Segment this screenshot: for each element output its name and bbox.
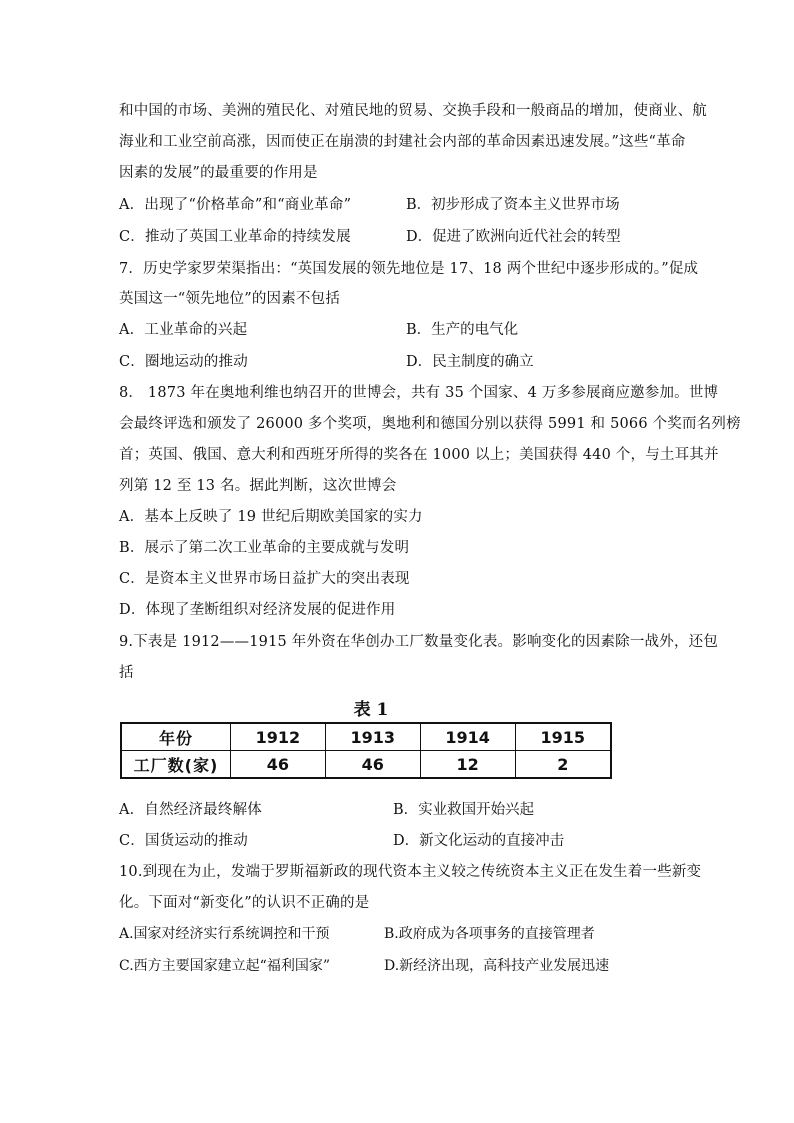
year-cell: 1912 bbox=[231, 723, 326, 751]
table-row-counts bbox=[121, 751, 611, 779]
q9-option-c: C．国货运动的推动 bbox=[119, 833, 248, 849]
table-title: 表 1 bbox=[353, 700, 389, 720]
year-cell: 1914 bbox=[420, 723, 515, 751]
q10-option-a: A.国家对经济实行系统调控和干预 bbox=[119, 926, 330, 942]
q6-option-c: C．推动了英国工业革命的持续发展 bbox=[119, 229, 351, 245]
count-cell: 46 bbox=[231, 751, 326, 779]
count-cell: 12 bbox=[420, 751, 515, 779]
q10-option-b: B.政府成为各项事务的直接管理者 bbox=[384, 926, 595, 942]
q9-line-2: 括 bbox=[119, 665, 134, 681]
q8-option-d: D．体现了垄断组织对经济发展的促进作用 bbox=[119, 602, 396, 618]
q6-option-a: A．出现了“价格革命”和“商业革命” bbox=[119, 197, 352, 213]
count-cell: 46 bbox=[325, 751, 420, 779]
q6-option-b: B．初步形成了资本主义世界市场 bbox=[406, 197, 620, 213]
q7-option-d: D．民主制度的确立 bbox=[406, 354, 534, 370]
q9-line-1: 9.下表是 1912——1915 年外资在华创办工厂数量变化表。影响变化的因素除一战外，还包 bbox=[119, 634, 719, 650]
table-row-years bbox=[121, 723, 611, 751]
q6-line-2: 海业和工业空前高涨，因而使正在崩溃的封建社会内部的革命因素迅速发展。”这些“革命 bbox=[119, 134, 686, 150]
q8-line-3: 首；英国、俄国、意大利和西班牙所得的奖各在 1000 以上；美国获得 440 个，与土耳其并 bbox=[119, 447, 719, 463]
q8-line-4: 列第 12 至 13 名。据此判断，这次世博会 bbox=[119, 478, 397, 494]
q8-line-1: 8． 1873 年在奥地利维也纳召开的世博会，共有 35 个国家、4 万多参展商应邀参加。世博 bbox=[119, 385, 719, 401]
count-header-cell: 工厂数(家) bbox=[121, 751, 231, 779]
q9-option-d: D．新文化运动的直接冲击 bbox=[393, 833, 565, 849]
q7-option-b: B．生产的电气化 bbox=[406, 322, 519, 338]
q6-line-1: 和中国的市场、美洲的殖民化、对殖民地的贸易、交换手段和一般商品的增加，使商业、航 bbox=[119, 103, 707, 119]
q7-line-1: 7．历史学家罗荣渠指出：“英国发展的领先地位是 17、18 两个世纪中逐步形成的。”促成 bbox=[119, 261, 699, 277]
q10-line-1: 10.到现在为止，发端于罗斯福新政的现代资本主义较之传统资本主义正在发生着一些新变 bbox=[119, 864, 702, 880]
q10-line-2: 化。下面对“新变化”的认识不正确的是 bbox=[119, 895, 370, 911]
q7-option-a: A．工业革命的兴起 bbox=[119, 322, 248, 338]
q6-line-3: 因素的发展”的最重要的作用是 bbox=[119, 165, 318, 181]
q6-option-d: D．促进了欧洲向近代社会的转型 bbox=[406, 229, 621, 245]
q8-option-b: B．展示了第二次工业革命的主要成就与发明 bbox=[119, 540, 410, 556]
q9-option-a: A．自然经济最终解体 bbox=[119, 802, 262, 818]
count-cell: 2 bbox=[515, 751, 611, 779]
factory-count-table bbox=[120, 698, 612, 779]
year-cell: 1915 bbox=[515, 723, 611, 751]
q10-option-d: D.新经济出现，高科技产业发展迅速 bbox=[384, 958, 610, 974]
q7-line-2: 英国这一“领先地位”的因素不包括 bbox=[119, 291, 341, 307]
factory-table bbox=[120, 722, 612, 779]
q7-option-c: C．圈地运动的推动 bbox=[119, 354, 248, 370]
q8-option-a: A．基本上反映了 19 世纪后期欧美国家的实力 bbox=[119, 509, 423, 525]
year-cell: 1913 bbox=[325, 723, 420, 751]
q10-option-c: C.西方主要国家建立起“福利国家” bbox=[119, 958, 330, 974]
q8-option-c: C．是资本主义世界市场日益扩大的突出表现 bbox=[119, 571, 410, 587]
q8-line-2: 会最终评选和颁发了 26000 多个奖项，奥地利和德国分别以获得 5991 和 5066 个奖而名列榜 bbox=[119, 416, 741, 432]
q9-option-b: B．实业救国开始兴起 bbox=[393, 802, 535, 818]
year-header-cell: 年份 bbox=[121, 723, 231, 751]
